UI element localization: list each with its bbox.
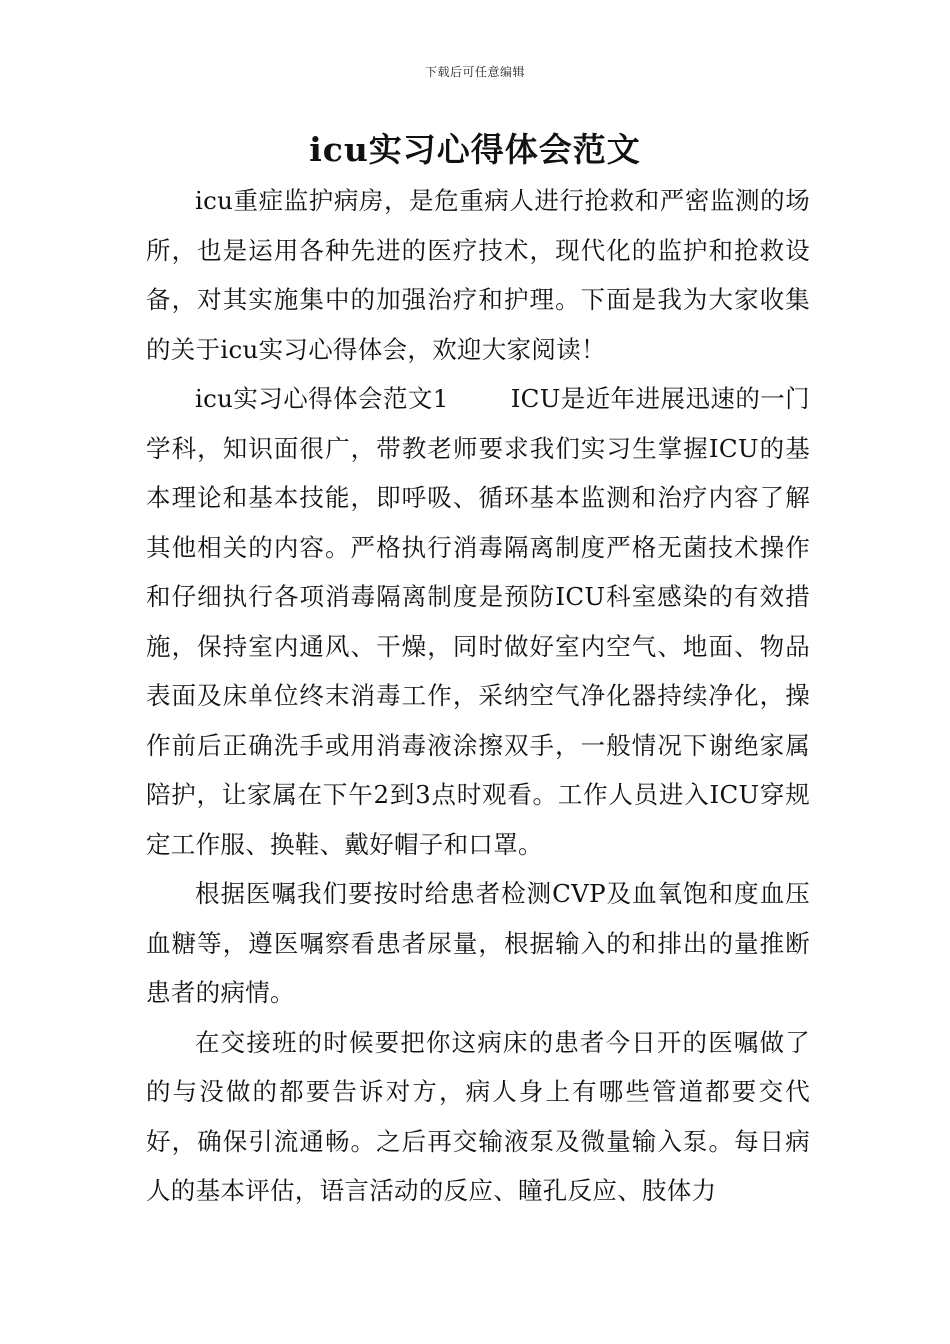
document-body [146, 176, 810, 1216]
section1-paragraph [146, 374, 810, 869]
monitoring-paragraph: 根据医嘱我们要按时给患者检测CVP及血氧饱和度血压血糖等，遵医嘱察看患者尿量，根据输入的和排出的量推断患者的病情。 [146, 879, 810, 1007]
section1-text: ICU是近年进展迅速的一门学科，知识面很广，带教老师要求我们实习生掌握ICU的基本理论和基本技能，即呼吸、循环基本监测和治疗内容了解其他相关的内容。严格执行消毒隔离制度严格无菌技术操作和仔细执行各项消毒隔离制度是预防ICU科室感染的有效措施，保持室内通风、干燥，同时做好室内空气、地面、物品表面及床单位终末消毒工作，采纳空气净化器持续净化，操作前后正确洗手或用消毒液涂擦双手，一般情况下谢绝家属陪护，让家属在下午2到3点时观看。工作人员进入ICU穿规定工作服、换鞋、戴好帽子和口罩。 [146, 384, 810, 859]
header-note: 下载后可任意编辑 [424, 65, 525, 79]
intro-paragraph: icu重症监护病房，是危重病人进行抢救和严密监测的场所，也是运用各种先进的医疗技术，现代化的监护和抢救设备，对其实施集中的加强治疗和护理。下面是我为大家收集的关于icu实习心得体会，欢迎大家阅读！ [146, 186, 810, 364]
handover-paragraph: 在交接班的时候要把你这病床的患者今日开的医嘱做了的与没做的都要告诉对方，病人身上有哪些管道都要交代好，确保引流通畅。之后再交输液泵及微量输入泵。每日病人的基本评估，语言活动的反应、瞳孔反应、肢体力 [146, 1027, 810, 1205]
section1-heading: icu实习心得体会范文1 [195, 384, 449, 413]
document-title: icu实习心得体会范文 [309, 130, 641, 169]
